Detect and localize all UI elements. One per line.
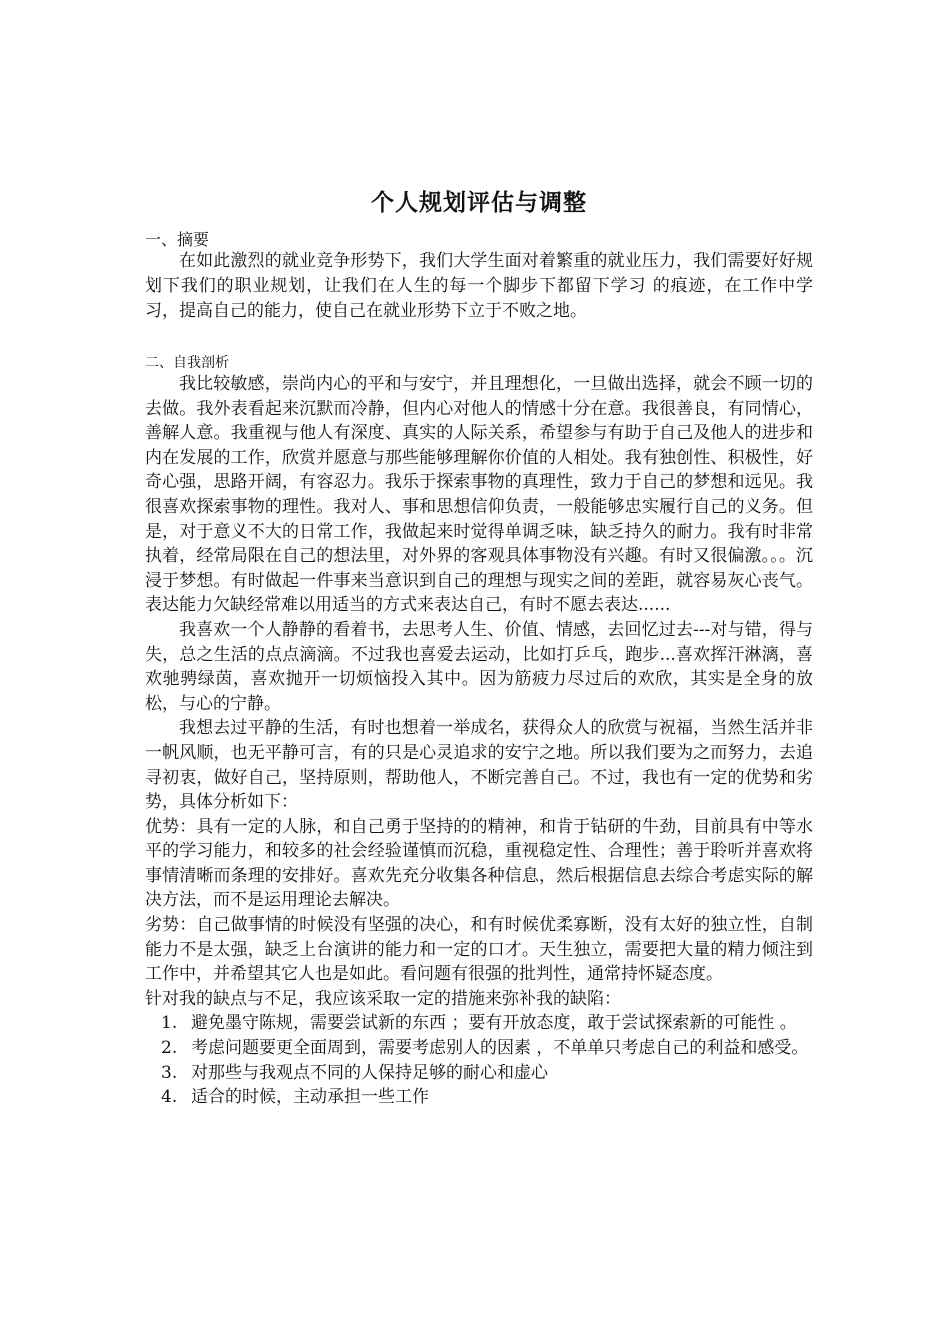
measures-list: [145, 1011, 813, 1109]
list-item: [161, 1061, 813, 1086]
list-item-number: 3.: [161, 1062, 178, 1083]
list-item-text: 避免墨守陈规，需要尝试新的东西 ；要有开放态度，敢于尝试探索新的可能性 。: [191, 1013, 797, 1034]
document-title: 个人规划评估与调整: [371, 189, 587, 216]
section-heading-abstract: 一、摘要: [145, 230, 210, 249]
section-heading-self-analysis: 二、自我剖析: [145, 355, 229, 371]
list-item-text: 适合的时候，主动承担一些工作: [191, 1087, 429, 1108]
list-item: [161, 1036, 813, 1061]
list-item: [161, 1085, 813, 1110]
paragraph-personality: 我比较敏感，崇尚内心的平和与安宁，并且理想化，一旦做出选择，就会不顾一切的去做。我外表看起来沉默而冷静，但内心对他人的情感十分在意。我很善良，有同情心，善解人意。我重视与他人有深度、真实的人际关系，希望参与有助于自己及他人的进步和内在发展的工作，欣赏并愿意与那些能够理解你价值的人相处。我有独创性、积极性，好奇心强，思路开阔，有容忍力。我乐于探索事物的真理性，致力于自己的梦想和远见。我很喜欢探索事物的理性。我对人、事和思想信仰负责，一般能够忠实履行自己的义务。但是，对于意义不大的日常工作，我做起来时觉得单调乏味，缺乏持久的耐力。我有时非常执着，经常局限在自己的想法里，对外界的客观具体事物没有兴趣。有时又很偏激。。。沉浸于梦想。有时做起一件事来当意识到自己的理想与现实之间的差距，就容易灰心丧气。表达能力欠缺经常难以用适当的方式来表达自己，有时不愿去表达......: [145, 374, 813, 616]
paragraph-measures-intro: 针对我的缺点与不足，我应该采取一定的措施来弥补我的缺陷：: [145, 988, 621, 1009]
paragraph-aspirations: 我想去过平静的生活，有时也想着一举成名，获得众人的欣赏与祝福，当然生活并非一帆风顺，也无平静可言，有的只是心灵追求的安宁之地。所以我们要为之而努力，去追寻初衷，做好自己，坚持原则，帮助他人，不断完善自己。不过，我也有一定的优势和劣势，具体分析如下：: [145, 718, 813, 813]
paragraph-weaknesses: 劣势：自己做事情的时候没有坚强的决心，和有时候优柔寡断，没有太好的独立性，自制能力不是太强，缺乏上台演讲的能力和一定的口才。天生独立，需要把大量的精力倾注到工作中，并希望其它人也是如此。看问题有很强的批判性，通常持怀疑态度。: [145, 915, 813, 985]
list-item-text: 对那些与我观点不同的人保持足够的耐心和虚心: [191, 1062, 548, 1083]
self-analysis-body: [145, 372, 813, 1110]
list-item-number: 1.: [161, 1013, 178, 1034]
abstract-paragraph: 在如此激烈的就业竞争形势下，我们大学生面对着繁重的就业压力，我们需要好好规划下我们的职业规划，让我们在人生的每一个脚步下都留下学习 的痕迹，在工作中学习，提高自己的能力，使自己在就业形势下立于不败之地。: [145, 251, 813, 321]
list-item: [161, 1011, 813, 1036]
list-item-number: 2.: [161, 1038, 178, 1059]
list-item-number: 4.: [161, 1087, 178, 1108]
paragraph-hobbies: 我喜欢一个人静静的看着书，去思考人生、价值、情感，去回忆过去---对与错，得与失，总之生活的点点滴滴。不过我也喜爱去运动，比如打乒乓，跑步...喜欢挥汗淋漓，喜欢驰骋绿茵，喜欢抛开一切烦恼投入其中。因为筋疲力尽过后的欢欣，其实是全身的放松，与心的宁静。: [145, 619, 813, 714]
list-item-text: 考虑问题要更全面周到，需要考虑别人的因素 ，不单单只考虑自己的利益和感受。: [191, 1038, 809, 1059]
paragraph-strengths: 优势：具有一定的人脉，和自己勇于坚持的的精神，和肯于钻研的牛劲，目前具有中等水平的学习能力，和较多的社会经验谨慎而沉稳，重视稳定性、合理性；善于聆听并喜欢将事情清晰而条理的安排好。喜欢先充分收集各种信息，然后根据信息去综合考虑实际的解决方法，而不是运用理论去解决。: [145, 816, 813, 911]
